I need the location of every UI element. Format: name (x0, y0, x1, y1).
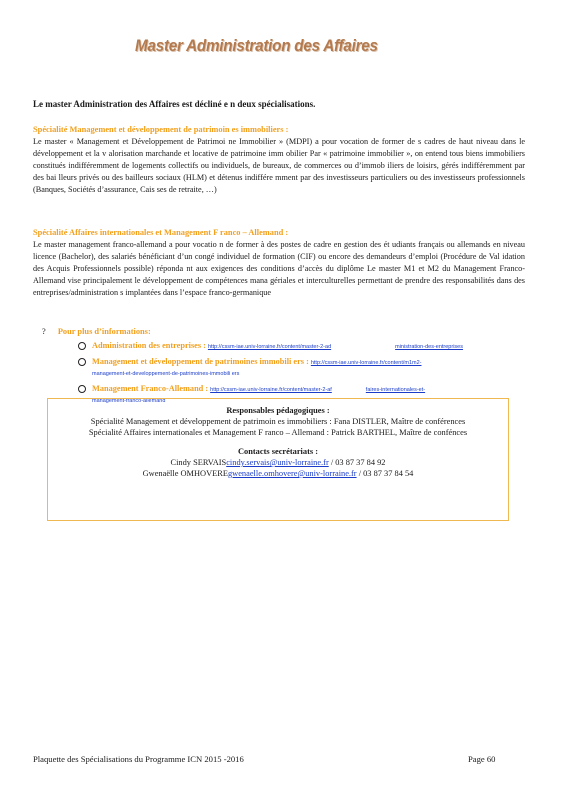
contact-name-2: Gwenaëlle OMHOVERE (142, 469, 228, 478)
contact-line-1 (48, 457, 508, 468)
contact-phone-2: / 03 87 37 84 54 (356, 469, 414, 478)
contacts-heading: Contacts secrétariats : (238, 447, 318, 456)
intro-text: Le master Administration des Affaires est décliné e n deux spécialisations. (33, 99, 316, 109)
footer-text: Plaquette des Spécialisations du Programme ICN 2015 -2016 (33, 754, 244, 764)
section-franco-allemand-body: Le master management franco-allemand a pour vocatio n de former à des postes de cadre en gestion des ét udiants français ou allemands en niveau licence (Bachelor), des salariés bénéficiant d’un congé individuel de formation (CIF) ou encore des demandeurs d’emploi (Procédure de Val idation des Acquis Professionnels possible) réponda nt aux exigences des conditions d’accès du diplôme Le master M1 et M2 du Management Franco-Allemand vise principalement le développement de compétences mana gériales et interculturelles permettant de prendre des responsabilités dans des entreprises/administration s implantées dans l’espace franco-germanique (33, 240, 525, 297)
section-franco-allemand (33, 227, 525, 299)
contact-line-2 (48, 468, 508, 479)
link-url-franco-allemand[interactable]: http://cssm-iae.univ-lorraine.fr/content/master-2-af (210, 387, 332, 393)
contact-phone-1: / 03 87 37 84 92 (328, 458, 386, 467)
responsables-heading: Responsables pédagogiques : (226, 406, 330, 415)
more-info-label: Pour plus d’informations: (57, 327, 151, 336)
more-info-heading (42, 327, 151, 336)
circle-bullet-icon (78, 385, 86, 393)
section-franco-allemand-title: Spécialité Affaires internationales et Management F ranco – Allemand : (33, 228, 289, 237)
section-patrimoine-title: Spécialité Management et développement de patrimoin es immobiliers : (33, 125, 289, 134)
list-item (78, 356, 508, 380)
section-patrimoine-body: Le master « Management et Développement de Patrimoi ne Immobilier » (MDPI) a pour vocation de former de s cadres de haut niveau dans le développement et la v alorisation marchande et locative de patrimoine imm obilier Par « patrimoine immobilier », on entend tous biens immobiliers constitués indifféremment de logements collectifs ou individuels, de bureaux, de commerces ou d’immob iliers de loisirs, gérés indifféremment par des bai lleurs privés ou des bailleurs sociaux (HLM) et détenus indiffére mment par des investisseurs particuliers ou des investisseurs professionnels (Banques, Sociétés d’assurance, Cais ses de retraite, …) (33, 137, 525, 194)
circle-bullet-icon (78, 358, 86, 366)
contact-name-1: Cindy SERVAIS (170, 458, 227, 467)
link-url-administration[interactable]: http://cssm-iae.univ-lorraine.fr/content/master-2-ad (207, 344, 332, 350)
link-label-patrimoine: Management et développement de patrimoines immobili ers : (92, 357, 309, 366)
section-patrimoine (33, 124, 525, 196)
responsable-line-2: Spécialité Affaires internationales et Management F ranco – Allemand : Patrick BARTHEL, Maître de confénces (88, 428, 468, 437)
circle-bullet-icon (78, 342, 86, 350)
link-url-franco-allemand-line2[interactable]: management-franco-allemand (92, 398, 166, 404)
contacts-box (47, 398, 509, 521)
link-url-patrimoine[interactable]: http://cssm-iae.univ-lorraine.fr/content/m1m2- (310, 360, 422, 366)
link-url-administration-cont[interactable]: ministration-des-entreprises (395, 344, 463, 350)
contact-email-1[interactable]: cindy.servais@univ-lorraine.fr (226, 458, 329, 467)
page-title: Master Administration des Affaires (135, 36, 378, 55)
responsable-line-1: Spécialité Management et développement de patrimoin es immobiliers : Fana DISTLER, Maître de conférences (90, 417, 466, 426)
link-label-administration: Administration des entreprises : (92, 341, 206, 350)
list-item (78, 340, 508, 353)
question-marker: ? (42, 327, 46, 336)
link-url-franco-allemand-cont[interactable]: faires-internationales-et- (365, 387, 426, 393)
link-url-patrimoine-cont[interactable]: management-et-developpement-de-patrimoines-immobili ers (92, 371, 240, 377)
contact-email-2[interactable]: gwenaelle.omhovere@univ-lorraine.fr (227, 469, 357, 478)
link-label-franco-allemand: Management Franco-Allemand : (92, 384, 209, 393)
page-number: Page 60 (468, 754, 496, 764)
